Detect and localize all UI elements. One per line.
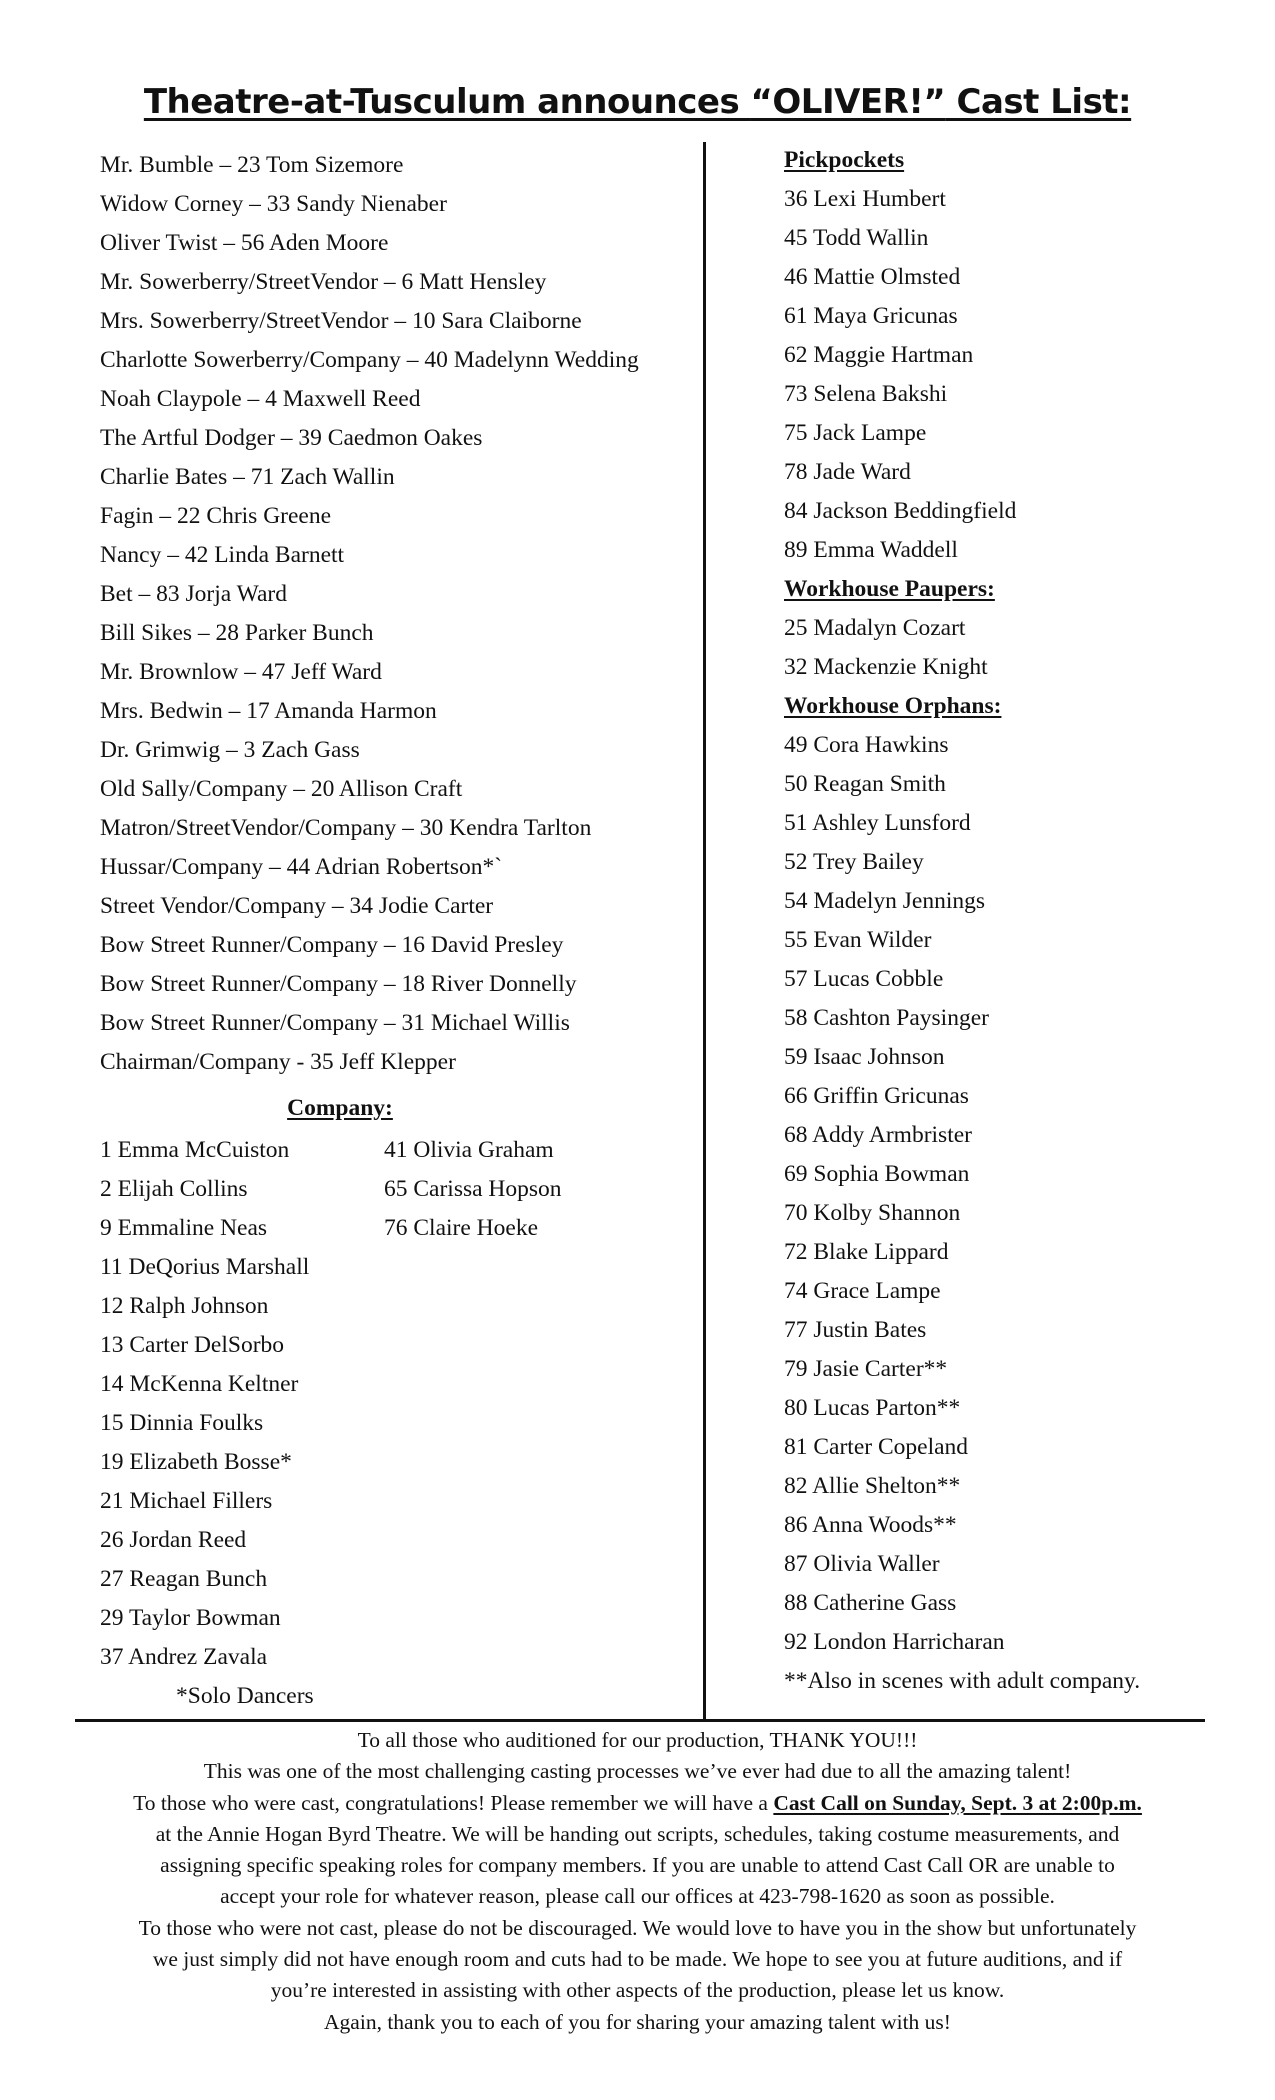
orphan-member: 82 Allie Shelton** [784,1473,961,1499]
pauper-member: 25 Madalyn Cozart [784,615,966,641]
cast-entry: Mrs. Bedwin – 17 Amanda Harmon [100,698,437,724]
cast-entry: Matron/StreetVendor/Company – 30 Kendra Tarlton [100,815,592,841]
orphan-member: 79 Jasie Carter** [784,1356,948,1382]
company-member: 12 Ralph Johnson [100,1293,269,1319]
company-list-col1 [100,1131,309,1677]
adult-company-note: **Also in scenes with adult company. [784,1668,1141,1694]
workhouse-paupers-heading: Workhouse Paupers: [784,576,995,602]
cast-entry: Noah Claypole – 4 Maxwell Reed [100,386,421,412]
pickpocket-member: 78 Jade Ward [784,459,911,485]
principal-cast-list [100,146,639,1082]
footer-line: you’re interested in assisting with other aspects of the production, please let us know. [270,1978,1005,2003]
orphan-member: 58 Cashton Paysinger [784,1005,989,1031]
cast-entry: Fagin – 22 Chris Greene [100,503,332,529]
title-show: “OLIVER!” [750,82,946,122]
orphan-member: 70 Kolby Shannon [784,1200,961,1226]
pickpockets-heading: Pickpockets [784,147,905,173]
company-member: 19 Elizabeth Bosse* [100,1449,292,1475]
company-member: 26 Jordan Reed [100,1527,247,1553]
orphan-member: 68 Addy Armbrister [784,1122,972,1148]
cast-call-date: Cast Call on Sunday, Sept. 3 at 2:00p.m. [773,1790,1142,1815]
footer-line: accept your role for whatever reason, please call our offices at 423-798-1620 as soon as possible. [220,1884,1055,1909]
orphan-member: 51 Ashley Lunsford [784,810,971,836]
company-member: 76 Claire Hoeke [384,1215,539,1241]
footer-line: To all those who auditioned for our production, THANK YOU!!! [357,1728,918,1752]
orphan-member: 77 Justin Bates [784,1317,927,1343]
pickpocket-member: 73 Selena Bakshi [784,381,948,407]
company-member: 14 McKenna Keltner [100,1371,299,1397]
page-title [0,82,1275,122]
footer-line [40,1788,1235,1819]
company-member: 9 Emmaline Neas [100,1215,268,1241]
pickpocket-member: 89 Emma Waddell [784,537,958,563]
cast-entry: Dr. Grimwig – 3 Zach Gass [100,737,360,763]
footer-line: assigning specific speaking roles for company members. If you are unable to attend Cast Call OR are unable to [160,1853,1115,1878]
orphan-member: 69 Sophia Bowman [784,1161,970,1187]
title-suffix: Cast List: [945,82,1132,122]
footer-divider [75,1719,1205,1722]
orphan-member: 72 Blake Lippard [784,1239,949,1265]
cast-entry: Mr. Bumble – 23 Tom Sizemore [100,152,404,178]
cast-entry: Mr. Brownlow – 47 Jeff Ward [100,659,382,685]
pickpocket-member: 75 Jack Lampe [784,420,927,446]
ensemble-cast-list [784,141,1140,1701]
company-member: 2 Elijah Collins [100,1176,248,1202]
cast-entry: Bow Street Runner/Company – 31 Michael Willis [100,1010,570,1036]
workhouse-orphans-heading: Workhouse Orphans: [784,693,1002,719]
company-heading: Company: [287,1095,393,1121]
title-prefix: Theatre-at-Tusculum announces [143,82,751,122]
cast-entry: Mr. Sowerberry/StreetVendor – 6 Matt Hensley [100,269,547,295]
solo-dancers-note: *Solo Dancers [176,1683,314,1709]
orphan-member: 81 Carter Copeland [784,1434,969,1460]
orphan-member: 92 London Harricharan [784,1629,1005,1655]
company-member: 21 Michael Fillers [100,1488,273,1514]
orphan-member: 66 Griffin Gricunas [784,1083,969,1109]
company-list-col2 [384,1131,562,1248]
orphan-member: 55 Evan Wilder [784,927,932,953]
footer-line: This was one of the most challenging casting processes we’ve ever had due to all the amazing talent! [203,1759,1072,1784]
pickpocket-member: 45 Todd Wallin [784,225,929,251]
footer-line: at the Annie Hogan Byrd Theatre. We will be handing out scripts, schedules, taking costume measurements, and [155,1821,1120,1846]
orphan-member: 52 Trey Bailey [784,849,924,875]
orphan-member: 74 Grace Lampe [784,1278,941,1304]
company-member: 15 Dinnia Foulks [100,1410,264,1436]
orphan-member: 86 Anna Woods** [784,1512,957,1538]
footer-line: To those who were not cast, please do not be discouraged. We would love to have you in the show but unfortunately [138,1915,1137,1940]
pickpocket-member: 84 Jackson Beddingfield [784,498,1017,524]
cast-entry: Bill Sikes – 28 Parker Bunch [100,620,374,646]
pauper-member: 32 Mackenzie Knight [784,654,988,680]
footer-line: Again, thank you to each of you for sharing your amazing talent with us! [324,2009,951,2034]
footer-line: we just simply did not have enough room and cuts had to be made. We hope to see you at future auditions, and if [152,1947,1123,1972]
cast-entry: Street Vendor/Company – 34 Jodie Carter [100,893,494,919]
company-member: 37 Andrez Zavala [100,1644,268,1670]
cast-entry: Mrs. Sowerberry/StreetVendor – 10 Sara Claiborne [100,308,582,334]
cast-entry: The Artful Dodger – 39 Caedmon Oakes [100,425,483,451]
footer-text: To those who were cast, congratulations! Please remember we will have a [133,1790,774,1815]
cast-entry: Old Sally/Company – 20 Allison Craft [100,776,463,802]
pickpocket-member: 62 Maggie Hartman [784,342,974,368]
orphan-member: 57 Lucas Cobble [784,966,944,992]
company-member: 65 Carissa Hopson [384,1176,562,1202]
company-member: 1 Emma McCuiston [100,1137,290,1163]
cast-entry: Hussar/Company – 44 Adrian Robertson*` [100,854,503,880]
pickpocket-member: 61 Maya Gricunas [784,303,958,329]
company-member: 29 Taylor Bowman [100,1605,281,1631]
company-member: 11 DeQorius Marshall [100,1254,310,1280]
cast-entry: Chairman/Company - 35 Jeff Klepper [100,1049,456,1075]
company-member: 41 Olivia Graham [384,1137,554,1163]
orphan-member: 88 Catherine Gass [784,1590,957,1616]
cast-entry: Widow Corney – 33 Sandy Nienaber [100,191,447,217]
column-divider [703,142,706,1722]
orphan-member: 80 Lucas Parton** [784,1395,961,1421]
cast-entry: Oliver Twist – 56 Aden Moore [100,230,389,256]
orphan-member: 59 Isaac Johnson [784,1044,945,1070]
cast-entry: Nancy – 42 Linda Barnett [100,542,345,568]
orphan-member: 50 Reagan Smith [784,771,946,797]
company-member: 13 Carter DelSorbo [100,1332,285,1358]
pickpocket-member: 46 Mattie Olmsted [784,264,961,290]
footer-message [40,1725,1235,2038]
cast-entry: Bet – 83 Jorja Ward [100,581,287,607]
company-member: 27 Reagan Bunch [100,1566,268,1592]
cast-entry: Bow Street Runner/Company – 16 David Presley [100,932,564,958]
orphan-member: 54 Madelyn Jennings [784,888,986,914]
orphan-member: 49 Cora Hawkins [784,732,949,758]
cast-entry: Charlie Bates – 71 Zach Wallin [100,464,395,490]
pickpocket-member: 36 Lexi Humbert [784,186,946,212]
cast-entry: Bow Street Runner/Company – 18 River Donnelly [100,971,577,997]
orphan-member: 87 Olivia Waller [784,1551,940,1577]
cast-entry: Charlotte Sowerberry/Company – 40 Madelynn Wedding [100,347,639,373]
